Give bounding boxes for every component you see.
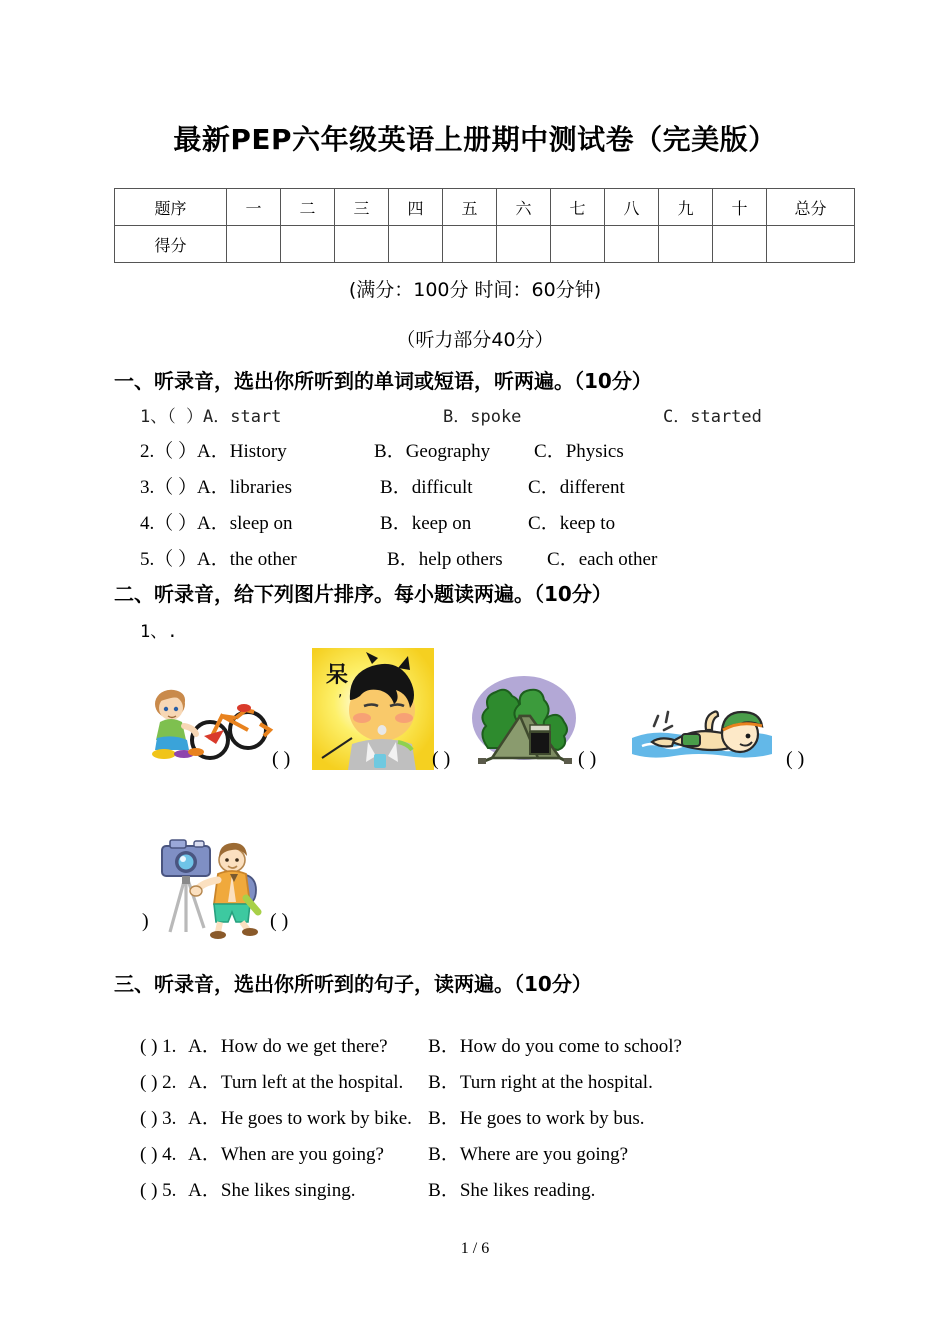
q3-3-number: 3.	[162, 1108, 177, 1129]
q1-2-option-a[interactable]: A．History	[197, 441, 287, 462]
q1-3-number: 3.	[140, 477, 155, 498]
q3-5-option-a[interactable]: A．She likes singing.	[188, 1180, 356, 1201]
row-label-question-order: 题序	[115, 189, 227, 226]
listening-part-line: （听力部分40分）	[396, 329, 554, 351]
q1-2-number: 2.	[140, 441, 155, 462]
score-cell-9[interactable]	[659, 226, 713, 263]
q3-4-bracket[interactable]: ( )	[140, 1144, 158, 1165]
score-cell-5[interactable]	[443, 226, 497, 263]
column-8: 八	[605, 189, 659, 226]
q1-1-option-c[interactable]: C．started	[663, 407, 762, 427]
q3-1-option-a[interactable]: A．How do we get there?	[188, 1036, 388, 1057]
question-3-5	[140, 1175, 930, 1202]
q3-2-option-a[interactable]: A．Turn left at the hospital.	[188, 1072, 404, 1093]
svg-text:,: ,	[338, 684, 343, 700]
column-total: 总分	[767, 189, 855, 226]
full-marks-line: (满分：100分 时间：60分钟)	[348, 279, 602, 301]
section-2-sub-label: 1、.	[140, 622, 178, 642]
column-9: 九	[659, 189, 713, 226]
question-3-1	[140, 1031, 930, 1058]
question-3-4	[140, 1139, 930, 1166]
score-table	[114, 188, 855, 263]
q1-2-option-b[interactable]: B．Geography	[374, 441, 491, 462]
score-cell-1[interactable]	[227, 226, 281, 263]
q1-2-bracket[interactable]: （ ）	[154, 441, 198, 462]
row-label-score: 得分	[115, 226, 227, 263]
column-7: 七	[551, 189, 605, 226]
q3-3-bracket[interactable]: ( )	[140, 1108, 158, 1129]
q3-3-option-a[interactable]: A．He goes to work by bike.	[188, 1108, 412, 1129]
q1-5-number: 5.	[140, 549, 155, 570]
q1-5-option-a[interactable]: A．the other	[197, 549, 297, 570]
q3-4-option-a[interactable]: A．When are you going?	[188, 1144, 384, 1165]
score-cell-3[interactable]	[335, 226, 389, 263]
q1-2-option-c[interactable]: C．Physics	[534, 441, 624, 462]
q1-1-number: 1、	[140, 407, 168, 427]
table-row-score	[115, 226, 855, 263]
answer-blank-picture-3[interactable]: ( )	[578, 748, 597, 770]
column-10: 十	[713, 189, 767, 226]
q3-1-number: 1.	[162, 1036, 177, 1057]
q1-5-option-b[interactable]: B．help others	[387, 549, 503, 570]
score-cell-7[interactable]	[551, 226, 605, 263]
picture-tent-camping	[468, 672, 580, 768]
column-2: 二	[281, 189, 335, 226]
q3-1-bracket[interactable]: ( )	[140, 1036, 158, 1057]
q1-3-option-c[interactable]: C．different	[528, 477, 625, 498]
column-4: 四	[389, 189, 443, 226]
column-6: 六	[497, 189, 551, 226]
q3-2-option-b[interactable]: B．Turn right at the hospital.	[428, 1072, 653, 1093]
q3-5-option-b[interactable]: B．She likes reading.	[428, 1180, 596, 1201]
column-3: 三	[335, 189, 389, 226]
section-heading-2: 二、听录音，给下列图片排序。每小题读两遍。（10分）	[114, 582, 612, 606]
q3-4-option-b[interactable]: B．Where are you going?	[428, 1144, 629, 1165]
question-1-1	[140, 402, 930, 427]
q3-2-number: 2.	[162, 1072, 177, 1093]
table-row-header	[115, 189, 855, 226]
q1-1-option-a[interactable]: A．start	[203, 407, 282, 427]
score-cell-2[interactable]	[281, 226, 335, 263]
picture-photographer-with-camera	[156, 836, 266, 940]
column-5: 五	[443, 189, 497, 226]
q1-3-option-b[interactable]: B．difficult	[380, 477, 473, 498]
question-3-2	[140, 1067, 930, 1094]
q3-3-option-b[interactable]: B．He goes to work by bus.	[428, 1108, 645, 1129]
score-cell-6[interactable]	[497, 226, 551, 263]
q1-4-option-c[interactable]: C．keep to	[528, 513, 616, 534]
score-cell-8[interactable]	[605, 226, 659, 263]
question-1-3	[140, 472, 930, 499]
q1-5-option-c[interactable]: C．each other	[547, 549, 658, 570]
question-3-3	[140, 1103, 930, 1130]
answer-blank-picture-2[interactable]: ( )	[432, 748, 451, 770]
q1-4-option-b[interactable]: B．keep on	[380, 513, 472, 534]
picture-boy-fallen-off-bike	[144, 678, 278, 768]
q1-3-option-a[interactable]: A．libraries	[197, 477, 292, 498]
picture-boy-swimming	[628, 690, 776, 764]
section-heading-3: 三、听录音，选出你所听到的句子，读两遍。（10分）	[114, 972, 592, 996]
score-cell-10[interactable]	[713, 226, 767, 263]
question-1-2	[140, 436, 930, 463]
q1-3-bracket[interactable]: （ ）	[154, 477, 198, 498]
answer-blank-picture-5[interactable]: ( )	[270, 910, 289, 932]
q1-4-option-a[interactable]: A．sleep on	[197, 513, 293, 534]
score-cell-total[interactable]	[767, 226, 855, 263]
q1-4-number: 4.	[140, 513, 155, 534]
section-heading-1: 一、听录音，选出你所听到的单词或短语，听两遍。（10分）	[114, 369, 652, 393]
q1-1-option-b[interactable]: B．spoke	[443, 407, 522, 427]
score-cell-4[interactable]	[389, 226, 443, 263]
q3-1-option-b[interactable]: B．How do you come to school?	[428, 1036, 682, 1057]
q1-4-bracket[interactable]: （ ）	[154, 513, 198, 534]
page-footer: 1 / 6	[460, 1240, 490, 1257]
q3-2-bracket[interactable]: ( )	[140, 1072, 158, 1093]
q3-4-number: 4.	[162, 1144, 177, 1165]
q1-1-bracket[interactable]: （ ）	[167, 407, 203, 427]
answer-blank-picture-4-close: )	[142, 910, 149, 932]
answer-blank-picture-4[interactable]: ( )	[786, 748, 805, 770]
question-1-4	[140, 508, 930, 535]
picture-cartoon-boy-dazed	[312, 648, 434, 770]
page-title: 最新PEP六年级英语上册期中测试卷（完美版）	[173, 123, 777, 156]
answer-blank-picture-1[interactable]: ( )	[272, 748, 291, 770]
q1-5-bracket[interactable]: （ ）	[154, 549, 198, 570]
q3-5-number: 5.	[162, 1180, 177, 1201]
column-1: 一	[227, 189, 281, 226]
question-1-5	[140, 544, 930, 571]
svg-text:呆: 呆	[326, 663, 349, 688]
q3-5-bracket[interactable]: ( )	[140, 1180, 158, 1201]
